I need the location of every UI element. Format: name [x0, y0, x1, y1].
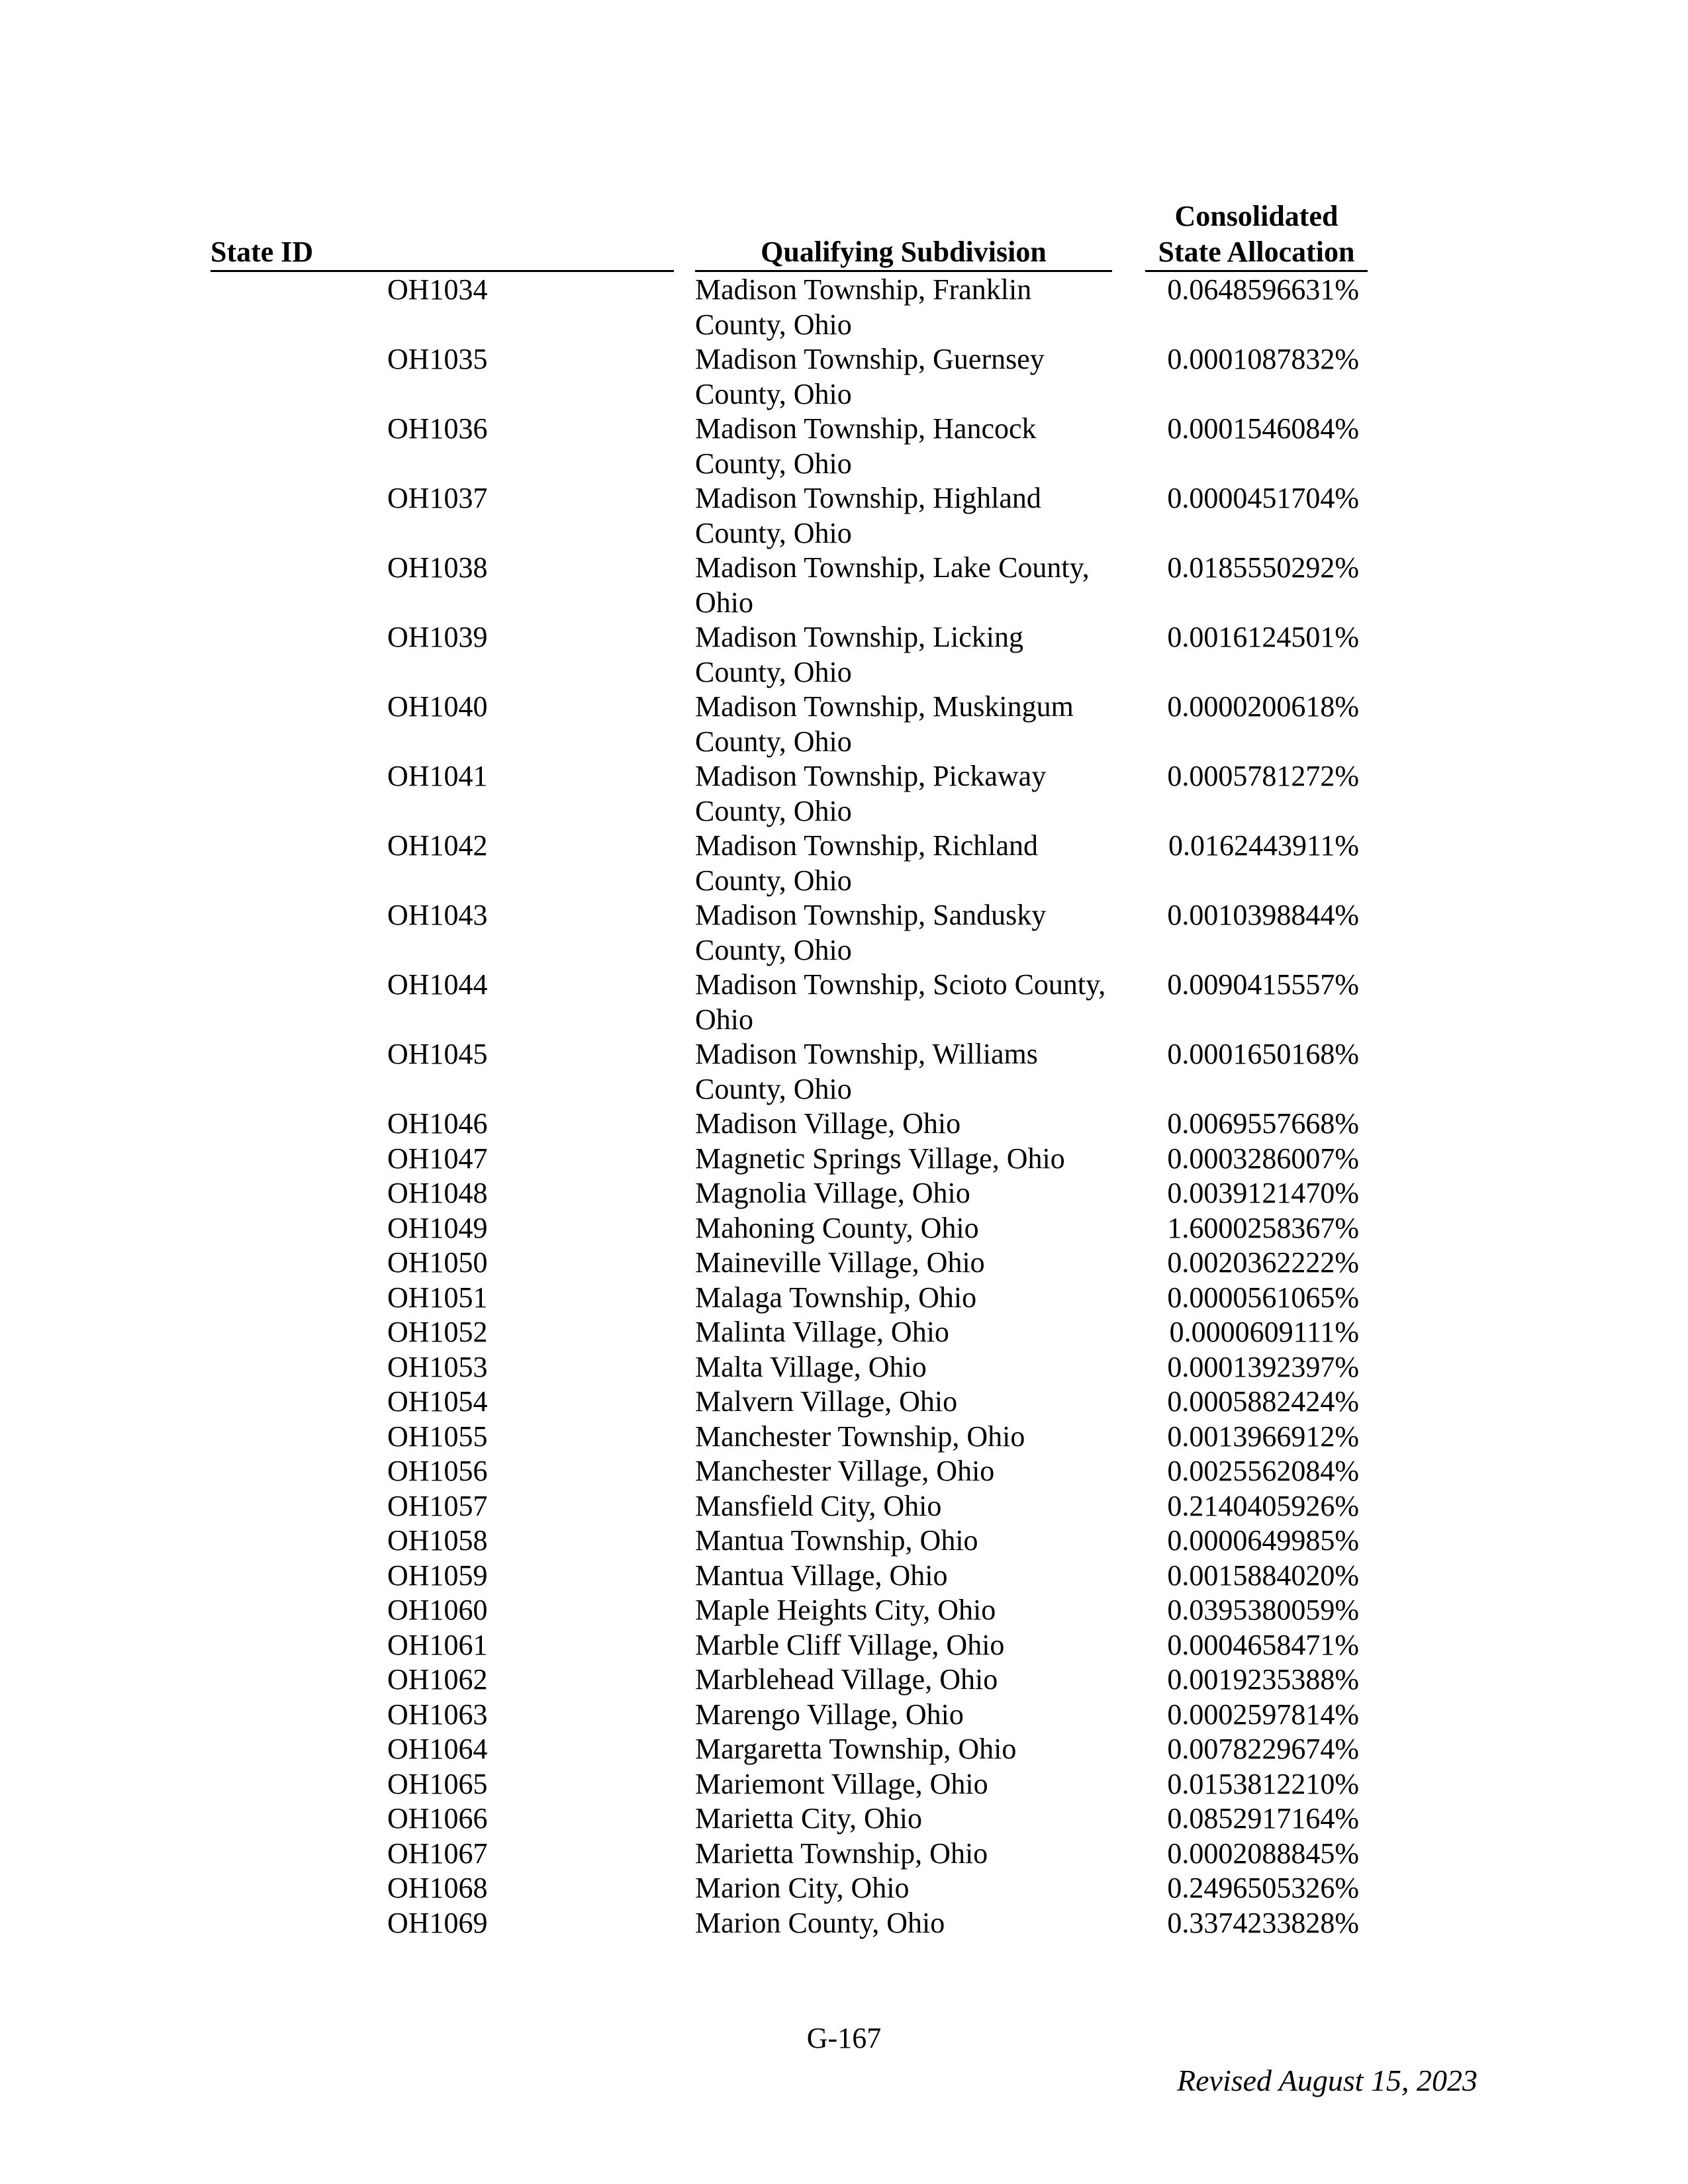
allocation-table-body [0, 273, 1688, 1940]
column-header-state-id: State ID [211, 236, 314, 268]
column-header-allocation-line1: Consolidated [1174, 200, 1338, 232]
subdivision-cell: Marengo Village, Ohio [695, 1698, 964, 1731]
allocation-cell: 0.2496505326% [1167, 1872, 1359, 1904]
table-row [0, 690, 1688, 759]
table-row [0, 1281, 1688, 1316]
allocation-cell: 0.0013966912% [1167, 1420, 1359, 1453]
allocation-cell: 0.0005781272% [1167, 760, 1359, 792]
table-row [0, 620, 1688, 690]
state-id-cell: OH1066 [387, 1802, 488, 1835]
state-id-cell: OH1053 [387, 1350, 488, 1383]
table-row [0, 1662, 1688, 1698]
state-id-cell: OH1063 [387, 1698, 488, 1731]
state-id-cell: OH1037 [387, 482, 488, 514]
subdivision-cell: Magnolia Village, Ohio [695, 1177, 970, 1209]
subdivision-cell: Madison Township, Richland County, Ohio [695, 829, 1038, 897]
state-id-cell: OH1065 [387, 1767, 488, 1800]
table-row [0, 1628, 1688, 1663]
table-row [0, 1732, 1688, 1767]
header-rule-subdivision [695, 270, 1112, 272]
allocation-cell: 0.0003286007% [1167, 1142, 1359, 1175]
header-rule-allocation [1145, 270, 1368, 272]
allocation-cell: 1.6000258367% [1167, 1211, 1359, 1244]
subdivision-cell: Marble Cliff Village, Ohio [695, 1628, 1005, 1661]
state-id-cell: OH1041 [387, 760, 488, 792]
state-id-cell: OH1055 [387, 1420, 488, 1453]
subdivision-cell: Madison Township, Lake County, Ohio [695, 551, 1090, 619]
subdivision-cell: Marblehead Village, Ohio [695, 1663, 998, 1696]
table-row [0, 1559, 1688, 1594]
state-id-cell: OH1067 [387, 1837, 488, 1870]
state-id-cell: OH1057 [387, 1489, 488, 1522]
state-id-cell: OH1046 [387, 1107, 488, 1140]
table-row [0, 1142, 1688, 1177]
state-id-cell: OH1040 [387, 690, 488, 723]
allocation-cell: 0.0395380059% [1167, 1594, 1359, 1626]
state-id-cell: OH1049 [387, 1211, 488, 1244]
page-number: G-167 [806, 2022, 882, 2054]
subdivision-cell: Maineville Village, Ohio [695, 1246, 985, 1279]
state-id-cell: OH1044 [387, 968, 488, 1001]
table-row [0, 1593, 1688, 1628]
allocation-cell: 0.2140405926% [1167, 1489, 1359, 1522]
table-row [0, 759, 1688, 829]
state-id-cell: OH1061 [387, 1628, 488, 1661]
column-header-allocation-line2: State Allocation [1158, 236, 1355, 268]
subdivision-cell: Malinta Village, Ohio [695, 1316, 949, 1348]
state-id-cell: OH1056 [387, 1455, 488, 1487]
subdivision-cell: Madison Township, Muskingum County, Ohio [695, 690, 1074, 758]
subdivision-cell: Magnetic Springs Village, Ohio [695, 1142, 1065, 1175]
allocation-cell: 0.0078229674% [1167, 1733, 1359, 1765]
allocation-cell: 0.0648596631% [1167, 273, 1359, 306]
table-row [0, 1524, 1688, 1559]
state-id-cell: OH1035 [387, 343, 488, 375]
state-id-cell: OH1069 [387, 1906, 488, 1939]
subdivision-cell: Maple Heights City, Ohio [695, 1594, 996, 1626]
table-row [0, 1315, 1688, 1350]
allocation-cell: 0.0000200618% [1167, 690, 1359, 723]
subdivision-cell: Madison Township, Hancock County, Ohio [695, 412, 1037, 480]
allocation-cell: 0.0000649985% [1167, 1524, 1359, 1557]
table-row [0, 1489, 1688, 1524]
state-id-cell: OH1043 [387, 899, 488, 931]
table-row [0, 1698, 1688, 1733]
table-row [0, 1837, 1688, 1872]
state-id-cell: OH1060 [387, 1594, 488, 1626]
allocation-cell: 0.0069557668% [1167, 1107, 1359, 1140]
table-row [0, 1176, 1688, 1211]
allocation-cell: 0.0001546084% [1167, 412, 1359, 445]
allocation-cell: 0.0153812210% [1167, 1767, 1359, 1800]
subdivision-cell: Marion County, Ohio [695, 1906, 945, 1939]
state-id-cell: OH1034 [387, 273, 488, 306]
table-row [0, 1801, 1688, 1837]
allocation-cell: 0.0005882424% [1167, 1385, 1359, 1418]
table-row [0, 1420, 1688, 1455]
subdivision-cell: Manchester Township, Ohio [695, 1420, 1025, 1453]
allocation-cell: 0.0020362222% [1167, 1246, 1359, 1279]
state-id-cell: OH1068 [387, 1872, 488, 1904]
subdivision-cell: Mansfield City, Ohio [695, 1489, 942, 1522]
table-row [0, 1211, 1688, 1246]
allocation-cell: 0.0015884020% [1167, 1559, 1359, 1592]
state-id-cell: OH1048 [387, 1177, 488, 1209]
state-id-cell: OH1047 [387, 1142, 488, 1175]
state-id-cell: OH1058 [387, 1524, 488, 1557]
allocation-cell: 0.0185550292% [1167, 551, 1359, 584]
allocation-cell: 0.0001650168% [1167, 1038, 1359, 1070]
state-id-cell: OH1039 [387, 621, 488, 653]
allocation-cell: 0.0002597814% [1167, 1698, 1359, 1731]
table-row [0, 968, 1688, 1037]
allocation-cell: 0.0162443911% [1168, 829, 1359, 862]
state-id-cell: OH1036 [387, 412, 488, 445]
table-row [0, 898, 1688, 968]
table-row [0, 551, 1688, 620]
allocation-cell: 0.0025562084% [1167, 1455, 1359, 1487]
table-row [0, 1871, 1688, 1906]
allocation-cell: 0.0004658471% [1167, 1628, 1359, 1661]
state-id-cell: OH1050 [387, 1246, 488, 1279]
table-row [0, 1107, 1688, 1142]
subdivision-cell: Marietta Township, Ohio [695, 1837, 988, 1870]
subdivision-cell: Mariemont Village, Ohio [695, 1767, 988, 1800]
subdivision-cell: Madison Township, Franklin County, Ohio [695, 273, 1032, 341]
table-row [0, 412, 1688, 481]
table-row [0, 1906, 1688, 1941]
column-header-subdivision: Qualifying Subdivision [761, 236, 1047, 268]
state-id-cell: OH1042 [387, 829, 488, 862]
allocation-cell: 0.0000561065% [1167, 1281, 1359, 1314]
allocation-cell: 0.0001087832% [1167, 343, 1359, 375]
allocation-cell: 0.0039121470% [1167, 1177, 1359, 1209]
allocation-cell: 0.0090415557% [1167, 968, 1359, 1001]
state-id-cell: OH1054 [387, 1385, 488, 1418]
table-row [0, 1385, 1688, 1420]
table-row [0, 1454, 1688, 1489]
header-rule-state-id [211, 270, 674, 272]
allocation-cell: 0.0016124501% [1167, 621, 1359, 653]
subdivision-cell: Madison Township, Pickaway County, Ohio [695, 760, 1047, 827]
subdivision-cell: Madison Township, Sandusky County, Ohio [695, 899, 1047, 966]
column-header-allocation [1145, 199, 1368, 270]
state-id-cell: OH1038 [387, 551, 488, 584]
subdivision-cell: Margaretta Township, Ohio [695, 1733, 1017, 1765]
table-row [0, 481, 1688, 551]
table-row [0, 829, 1688, 898]
state-id-cell: OH1062 [387, 1663, 488, 1696]
state-id-cell: OH1051 [387, 1281, 488, 1314]
allocation-cell: 0.3374233828% [1167, 1906, 1359, 1939]
subdivision-cell: Mantua Village, Ohio [695, 1559, 948, 1592]
subdivision-cell: Madison Township, Highland County, Ohio [695, 482, 1041, 549]
subdivision-cell: Malaga Township, Ohio [695, 1281, 977, 1314]
allocation-cell: 0.0852917164% [1167, 1802, 1359, 1835]
table-row [0, 1350, 1688, 1385]
allocation-cell: 0.0010398844% [1167, 899, 1359, 931]
subdivision-cell: Mahoning County, Ohio [695, 1211, 979, 1244]
allocation-cell: 0.0002088845% [1167, 1837, 1359, 1870]
subdivision-cell: Malvern Village, Ohio [695, 1385, 958, 1418]
allocation-cell: 0.0000609111% [1169, 1316, 1359, 1348]
subdivision-cell: Madison Township, Scioto County, Ohio [695, 968, 1106, 1036]
state-id-cell: OH1045 [387, 1038, 488, 1070]
subdivision-cell: Madison Township, Guernsey County, Ohio [695, 343, 1045, 410]
allocation-cell: 0.0001392397% [1167, 1350, 1359, 1383]
revision-date: Revised August 15, 2023 [1177, 2064, 1477, 2097]
table-row [0, 1246, 1688, 1281]
table-row [0, 1037, 1688, 1107]
subdivision-cell: Manchester Village, Ohio [695, 1455, 995, 1487]
subdivision-cell: Madison Township, Williams County, Ohio [695, 1038, 1038, 1105]
state-id-cell: OH1064 [387, 1733, 488, 1765]
table-row [0, 1767, 1688, 1802]
subdivision-cell: Malta Village, Ohio [695, 1350, 927, 1383]
allocation-cell: 0.0019235388% [1167, 1663, 1359, 1696]
table-row [0, 342, 1688, 412]
state-id-cell: OH1052 [387, 1316, 488, 1348]
subdivision-cell: Marietta City, Ohio [695, 1802, 922, 1835]
subdivision-cell: Mantua Township, Ohio [695, 1524, 978, 1557]
state-id-cell: OH1059 [387, 1559, 488, 1592]
subdivision-cell: Madison Township, Licking County, Ohio [695, 621, 1023, 688]
table-row [0, 273, 1688, 342]
subdivision-cell: Marion City, Ohio [695, 1872, 910, 1904]
allocation-cell: 0.0000451704% [1167, 482, 1359, 514]
subdivision-cell: Madison Village, Ohio [695, 1107, 961, 1140]
